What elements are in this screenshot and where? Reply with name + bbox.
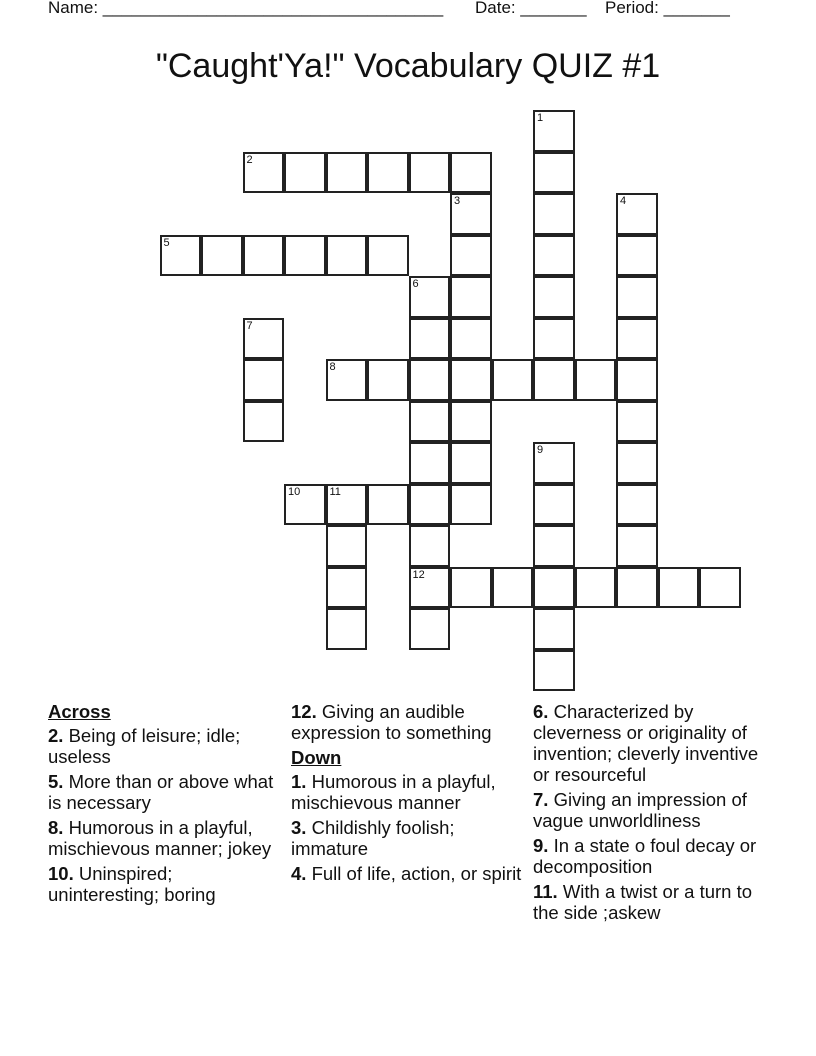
grid-cell[interactable] bbox=[243, 235, 285, 277]
clue-item-number: 9. bbox=[533, 835, 549, 856]
grid-cell[interactable] bbox=[616, 442, 658, 484]
clue-number: 4 bbox=[620, 195, 627, 207]
grid-cell[interactable] bbox=[533, 442, 575, 484]
clue-item bbox=[533, 881, 771, 923]
grid-cell[interactable] bbox=[367, 152, 409, 194]
clue-item-text: Being of leisure; idle; useless bbox=[48, 725, 241, 767]
grid-cell[interactable] bbox=[616, 525, 658, 567]
down-heading: Down bbox=[291, 747, 342, 768]
grid-cell[interactable] bbox=[533, 276, 575, 318]
clue-item-number: 8. bbox=[48, 817, 64, 838]
down-clue-list bbox=[291, 771, 529, 884]
grid-cell[interactable] bbox=[326, 567, 368, 609]
name-field[interactable]: Name: ____________________________________ bbox=[48, 0, 444, 17]
grid-cell[interactable] bbox=[492, 567, 534, 609]
grid-cell[interactable] bbox=[409, 401, 451, 443]
grid-cell[interactable] bbox=[243, 359, 285, 401]
grid-cell[interactable] bbox=[533, 650, 575, 692]
grid-cell[interactable] bbox=[409, 484, 451, 526]
grid-cell[interactable] bbox=[533, 359, 575, 401]
grid-cell[interactable] bbox=[450, 401, 492, 443]
grid-cell[interactable] bbox=[450, 235, 492, 277]
grid-cell[interactable] bbox=[450, 193, 492, 235]
clue-item-text: Humorous in a playful, mischievous manner; jokey bbox=[48, 817, 272, 859]
grid-cell[interactable] bbox=[326, 484, 368, 526]
grid-cell[interactable] bbox=[409, 152, 451, 194]
grid-cell[interactable] bbox=[575, 567, 617, 609]
grid-cell[interactable] bbox=[409, 567, 451, 609]
clue-item-number: 7. bbox=[533, 789, 549, 810]
grid-cell[interactable] bbox=[409, 276, 451, 318]
clue-item-text: More than or above what is necessary bbox=[48, 771, 274, 813]
down-clue-list-continued bbox=[533, 701, 771, 923]
grid-cell[interactable] bbox=[533, 193, 575, 235]
grid-cell[interactable] bbox=[409, 525, 451, 567]
grid-cell[interactable] bbox=[450, 567, 492, 609]
clue-number: 9 bbox=[537, 444, 544, 456]
clue-number: 1 bbox=[537, 112, 544, 124]
grid-cell[interactable] bbox=[450, 276, 492, 318]
grid-cell[interactable] bbox=[326, 525, 368, 567]
grid-cell[interactable] bbox=[450, 152, 492, 194]
grid-cell[interactable] bbox=[201, 235, 243, 277]
clue-number: 7 bbox=[246, 319, 253, 332]
clue-item-text: Uninspired; uninteresting; boring bbox=[48, 863, 216, 905]
grid-cell[interactable] bbox=[616, 359, 658, 401]
grid-cell[interactable] bbox=[326, 359, 368, 401]
clue-item-number: 1. bbox=[291, 771, 307, 792]
grid-cell[interactable] bbox=[284, 235, 326, 277]
grid-cell[interactable] bbox=[243, 401, 285, 443]
grid-cell[interactable] bbox=[616, 401, 658, 443]
clue-item-text: Giving an audible expression to something bbox=[291, 701, 492, 743]
grid-cell[interactable] bbox=[699, 567, 741, 609]
grid-cell[interactable] bbox=[616, 193, 658, 235]
across-clue-list bbox=[48, 725, 286, 905]
clue-item-number: 12. bbox=[291, 701, 317, 722]
grid-cell[interactable] bbox=[533, 484, 575, 526]
across-heading: Across bbox=[48, 701, 111, 722]
grid-cell[interactable] bbox=[533, 567, 575, 609]
grid-cell[interactable] bbox=[160, 235, 202, 277]
clues-column-1 bbox=[48, 701, 286, 909]
clue-item-text: With a twist or a turn to the side ;askew bbox=[533, 881, 753, 923]
clue-item-number: 4. bbox=[291, 863, 307, 884]
across-clue-list-continued bbox=[291, 701, 529, 743]
clue-item bbox=[48, 725, 286, 767]
clue-item-text: Humorous in a playful, mischievous manner bbox=[291, 771, 496, 813]
clue-item-text: Full of life, action, or spirit bbox=[311, 863, 522, 884]
clues-column-2 bbox=[291, 701, 529, 888]
grid-cell[interactable] bbox=[326, 152, 368, 194]
grid-cell[interactable] bbox=[450, 359, 492, 401]
grid-cell[interactable] bbox=[243, 152, 285, 194]
grid-cell[interactable] bbox=[616, 567, 658, 609]
grid-cell[interactable] bbox=[450, 484, 492, 526]
clue-number: 6 bbox=[412, 278, 419, 290]
page-title: "Caught'Ya!" Vocabulary QUIZ #1 bbox=[155, 47, 661, 85]
grid-cell[interactable] bbox=[616, 484, 658, 526]
grid-cell[interactable] bbox=[409, 608, 451, 650]
clue-item-number: 6. bbox=[533, 701, 549, 722]
clue-item bbox=[533, 789, 771, 831]
clue-item bbox=[48, 817, 286, 859]
clue-item bbox=[291, 817, 529, 859]
grid-cell[interactable] bbox=[367, 235, 409, 277]
clue-item-number: 2. bbox=[48, 725, 64, 746]
clue-number: 2 bbox=[246, 153, 253, 166]
clue-item bbox=[533, 835, 771, 877]
grid-cell[interactable] bbox=[326, 235, 368, 277]
clue-number: 8 bbox=[329, 361, 336, 373]
grid-cell[interactable] bbox=[533, 525, 575, 567]
grid-cell[interactable] bbox=[284, 484, 326, 526]
period-field[interactable]: Period: _______ bbox=[605, 0, 730, 17]
grid-cell[interactable] bbox=[658, 567, 700, 609]
clue-item-text: Characterized by cleverness or originality of invention; cleverly inventive or resourceful bbox=[533, 701, 759, 785]
clue-number: 12 bbox=[412, 568, 425, 581]
grid-cell[interactable] bbox=[533, 110, 575, 152]
clue-item-number: 5. bbox=[48, 771, 64, 792]
clue-item bbox=[48, 863, 286, 905]
date-field[interactable]: Date: _______ bbox=[475, 0, 587, 17]
clue-item-text: In a state o foul decay or decomposition bbox=[533, 835, 757, 877]
clue-item bbox=[291, 771, 529, 813]
grid-cell[interactable] bbox=[243, 318, 285, 360]
grid-cell[interactable] bbox=[284, 152, 326, 194]
grid-cell[interactable] bbox=[492, 359, 534, 401]
grid-cell[interactable] bbox=[533, 608, 575, 650]
clue-item bbox=[291, 701, 529, 743]
grid-cell[interactable] bbox=[367, 359, 409, 401]
clue-number: 10 bbox=[288, 485, 301, 498]
clue-item-text: Giving an impression of vague unworldliness bbox=[533, 789, 747, 831]
clue-item bbox=[48, 771, 286, 813]
clue-item bbox=[533, 701, 771, 785]
grid-cell[interactable] bbox=[533, 318, 575, 360]
grid-cell[interactable] bbox=[409, 442, 451, 484]
grid-cell[interactable] bbox=[616, 235, 658, 277]
grid-cell[interactable] bbox=[326, 608, 368, 650]
clue-number: 5 bbox=[163, 236, 170, 249]
grid-cell[interactable] bbox=[575, 359, 617, 401]
clue-item-number: 11. bbox=[533, 881, 558, 902]
grid-cell[interactable] bbox=[616, 276, 658, 318]
grid-cell[interactable] bbox=[450, 442, 492, 484]
clue-number: 11 bbox=[329, 485, 341, 498]
grid-cell[interactable] bbox=[409, 359, 451, 401]
grid-cell[interactable] bbox=[533, 235, 575, 277]
grid-cell[interactable] bbox=[616, 318, 658, 360]
clue-item-number: 3. bbox=[291, 817, 307, 838]
grid-cell[interactable] bbox=[450, 318, 492, 360]
grid-cell[interactable] bbox=[409, 318, 451, 360]
grid-cell[interactable] bbox=[533, 152, 575, 194]
clue-item bbox=[291, 863, 529, 884]
clues-column-3 bbox=[533, 701, 771, 927]
clue-item-text: Childishly foolish; immature bbox=[291, 817, 455, 859]
clue-number: 3 bbox=[454, 195, 461, 207]
grid-cell[interactable] bbox=[367, 484, 409, 526]
clue-item-number: 10. bbox=[48, 863, 74, 884]
